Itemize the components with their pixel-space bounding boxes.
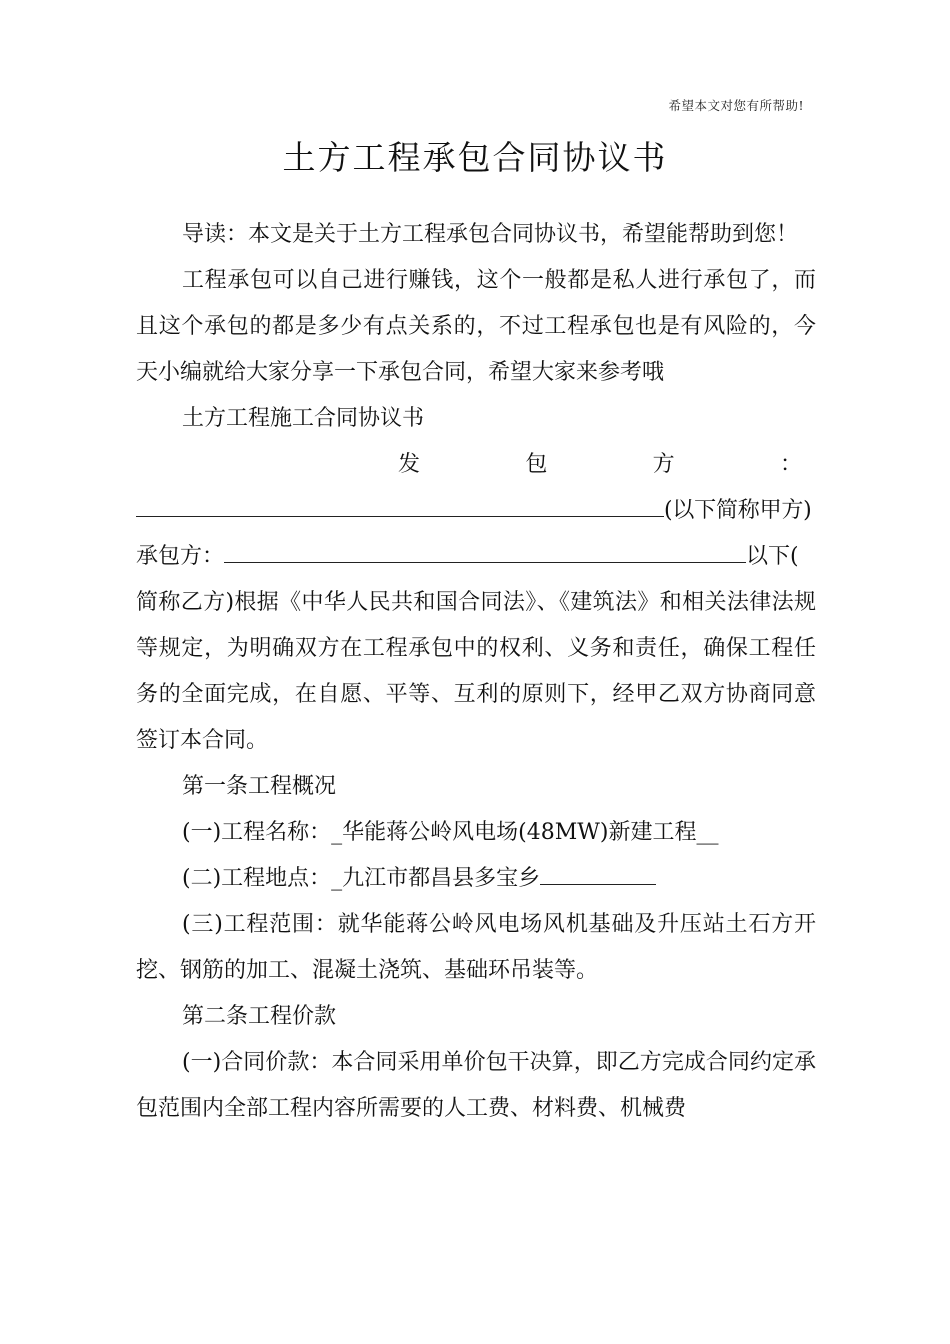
intro-paragraph: 导读：本文是关于土方工程承包合同协议书，希望能帮助到您！	[182, 222, 799, 247]
party-a-label-line	[136, 442, 816, 488]
project-name-label: (一)工程名称：	[182, 820, 332, 845]
party-a-char: 发	[398, 452, 421, 477]
article-1-heading: 第一条工程概况	[182, 774, 337, 799]
party-b-label: 承包方：	[136, 544, 225, 569]
document-title: 土方工程承包合同协议书	[282, 138, 668, 177]
project-location-line	[136, 856, 816, 902]
party-a-char: 方	[652, 452, 675, 477]
project-scope-paragraph: (三)工程范围：就华能蒋公岭风电场风机基础及升压站土石方开挖、钢筋的加工、混凝土浇筑、基础环吊装等。	[136, 912, 816, 983]
project-location-value: _九江市都昌县多宝乡	[331, 866, 541, 891]
project-location-label: (二)工程地点：	[182, 866, 332, 891]
document-body	[136, 212, 816, 1132]
party-a-suffix: (以下简称甲方)	[664, 498, 812, 523]
party-b-name-blank[interactable]	[224, 536, 746, 563]
project-location-blank[interactable]	[540, 858, 656, 885]
opening-paragraph: 工程承包可以自己进行赚钱，这个一般都是私人进行承包了，而且这个承包的都是多少有点关系的，不过工程承包也是有风险的，今天小编就给大家分享一下承包合同，希望大家来参考哦	[136, 268, 816, 385]
party-a-blank-line	[136, 488, 816, 534]
contract-price-paragraph: (一)合同价款：本合同采用单价包干决算，即乙方完成合同约定承包范围内全部工程内容所需要的人工费、材料费、机械费	[136, 1050, 816, 1121]
contract-basis-paragraph: 简称乙方)根据《中华人民共和国合同法》、《建筑法》和相关法律法规等规定，为明确双方在工程承包中的权利、义务和责任，确保工程任务的全面完成，在自愿、平等、互利的原则下，经甲乙双方协商同意签订本合同。	[136, 590, 816, 753]
party-a-char: ：	[779, 452, 802, 477]
party-a-char: 包	[525, 452, 548, 477]
header-note: 希望本文对您有所帮助!	[668, 98, 804, 113]
project-name-value: _华能蒋公岭风电场(48MW)新建工程__	[331, 820, 719, 845]
project-name-line	[136, 810, 816, 856]
contract-subtitle: 土方工程施工合同协议书	[182, 406, 425, 431]
party-b-line	[136, 534, 816, 580]
article-2-heading: 第二条工程价款	[182, 1004, 337, 1029]
party-b-suffix: 以下(	[746, 544, 799, 569]
party-a-name-blank[interactable]	[136, 490, 664, 517]
